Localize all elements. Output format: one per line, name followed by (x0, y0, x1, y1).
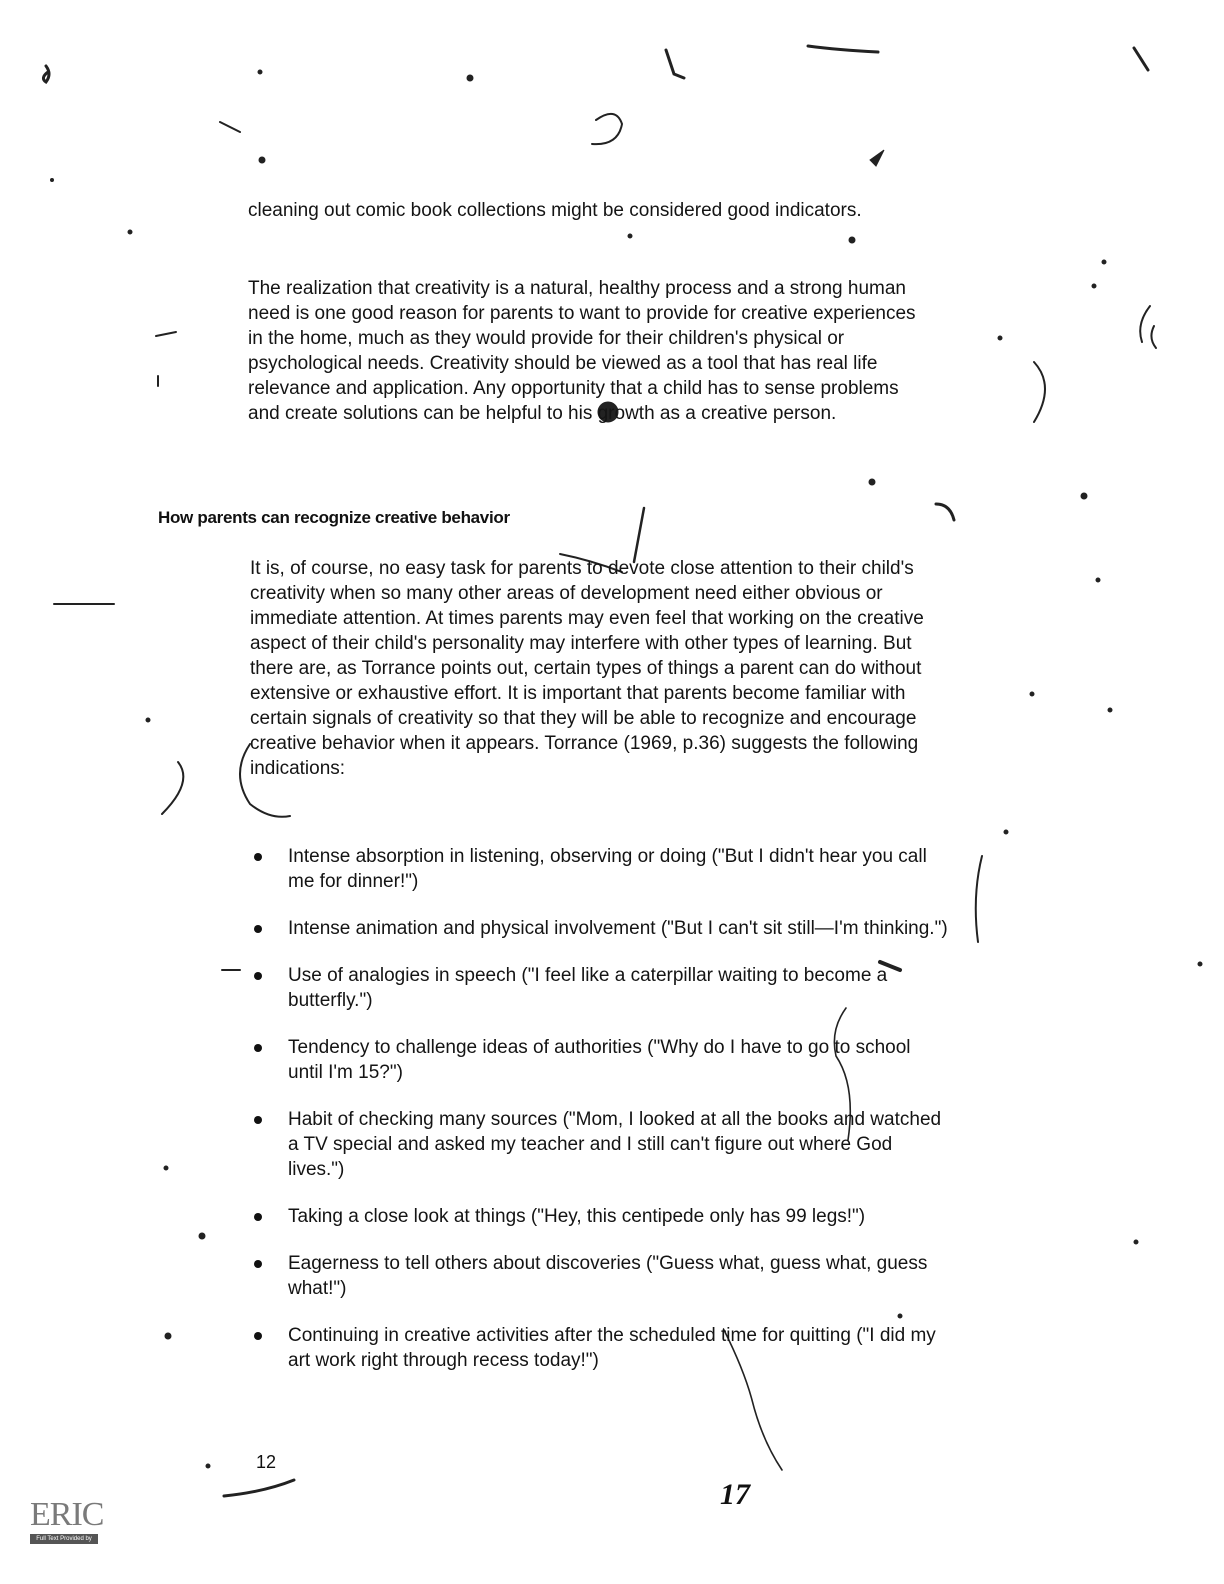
eric-logo-tagline: Full Text Provided by ERIC (30, 1534, 98, 1544)
list-item: Intense absorption in listening, observing or doing ("But I didn't hear you call me for dinner!") (248, 844, 948, 894)
list-item: Continuing in creative activities after the scheduled time for quitting ("I did my art work right through recess today!") (248, 1323, 948, 1373)
list-item: Use of analogies in speech ("I feel like a caterpillar waiting to become a butterfly.") (248, 963, 948, 1013)
eric-logo (30, 1492, 104, 1552)
paragraph-continuation: cleaning out comic book collections might be considered good indicators. (248, 200, 862, 221)
indications-list (248, 844, 948, 1395)
list-item: Intense animation and physical involvement ("But I can't sit still—I'm thinking.") (248, 916, 948, 941)
handwritten-folio: 17 (720, 1478, 750, 1511)
paragraph-realization: The realization that creativity is a natural, healthy process and a strong human need is one good reason for parents to want to provide for creative experiences in the home, much as they would provide for their children's physical or psychological needs. Creativity should be viewed as a tool that has real life relevance and application. Any opportunity that a child has to sense problems and create solutions can be helpful to his growth as a creative person. (248, 278, 916, 424)
paragraph-torrance: It is, of course, no easy task for parents to devote close attention to their child's creativity when so many other areas of development need either obvious or immediate attention. At times parents may even feel that working on the creative aspect of their child's personality may interfere with other types of learning. But there are, as Torrance points out, certain types of things a parent can do without extensive or exhaustive effort. It is important that parents become familiar with certain signals of creativity so that they will be able to recognize and encourage creative behavior when it appears. Torrance (1969, p.36) suggests the following indications: (250, 558, 924, 779)
page-number: 12 (256, 1452, 277, 1472)
section-heading: How parents can recognize creative behavior (158, 508, 510, 527)
list-item: Habit of checking many sources ("Mom, I looked at all the books and watched a TV special and asked my teacher and I still can't figure out where God lives.") (248, 1107, 948, 1182)
eric-logo-text: ERIC (30, 1496, 104, 1533)
list-item: Eagerness to tell others about discoveries ("Guess what, guess what, guess what!") (248, 1251, 948, 1301)
list-item: Taking a close look at things ("Hey, this centipede only has 99 legs!") (248, 1204, 948, 1229)
list-item: Tendency to challenge ideas of authorities ("Why do I have to go to school until I'm 15?") (248, 1035, 948, 1085)
